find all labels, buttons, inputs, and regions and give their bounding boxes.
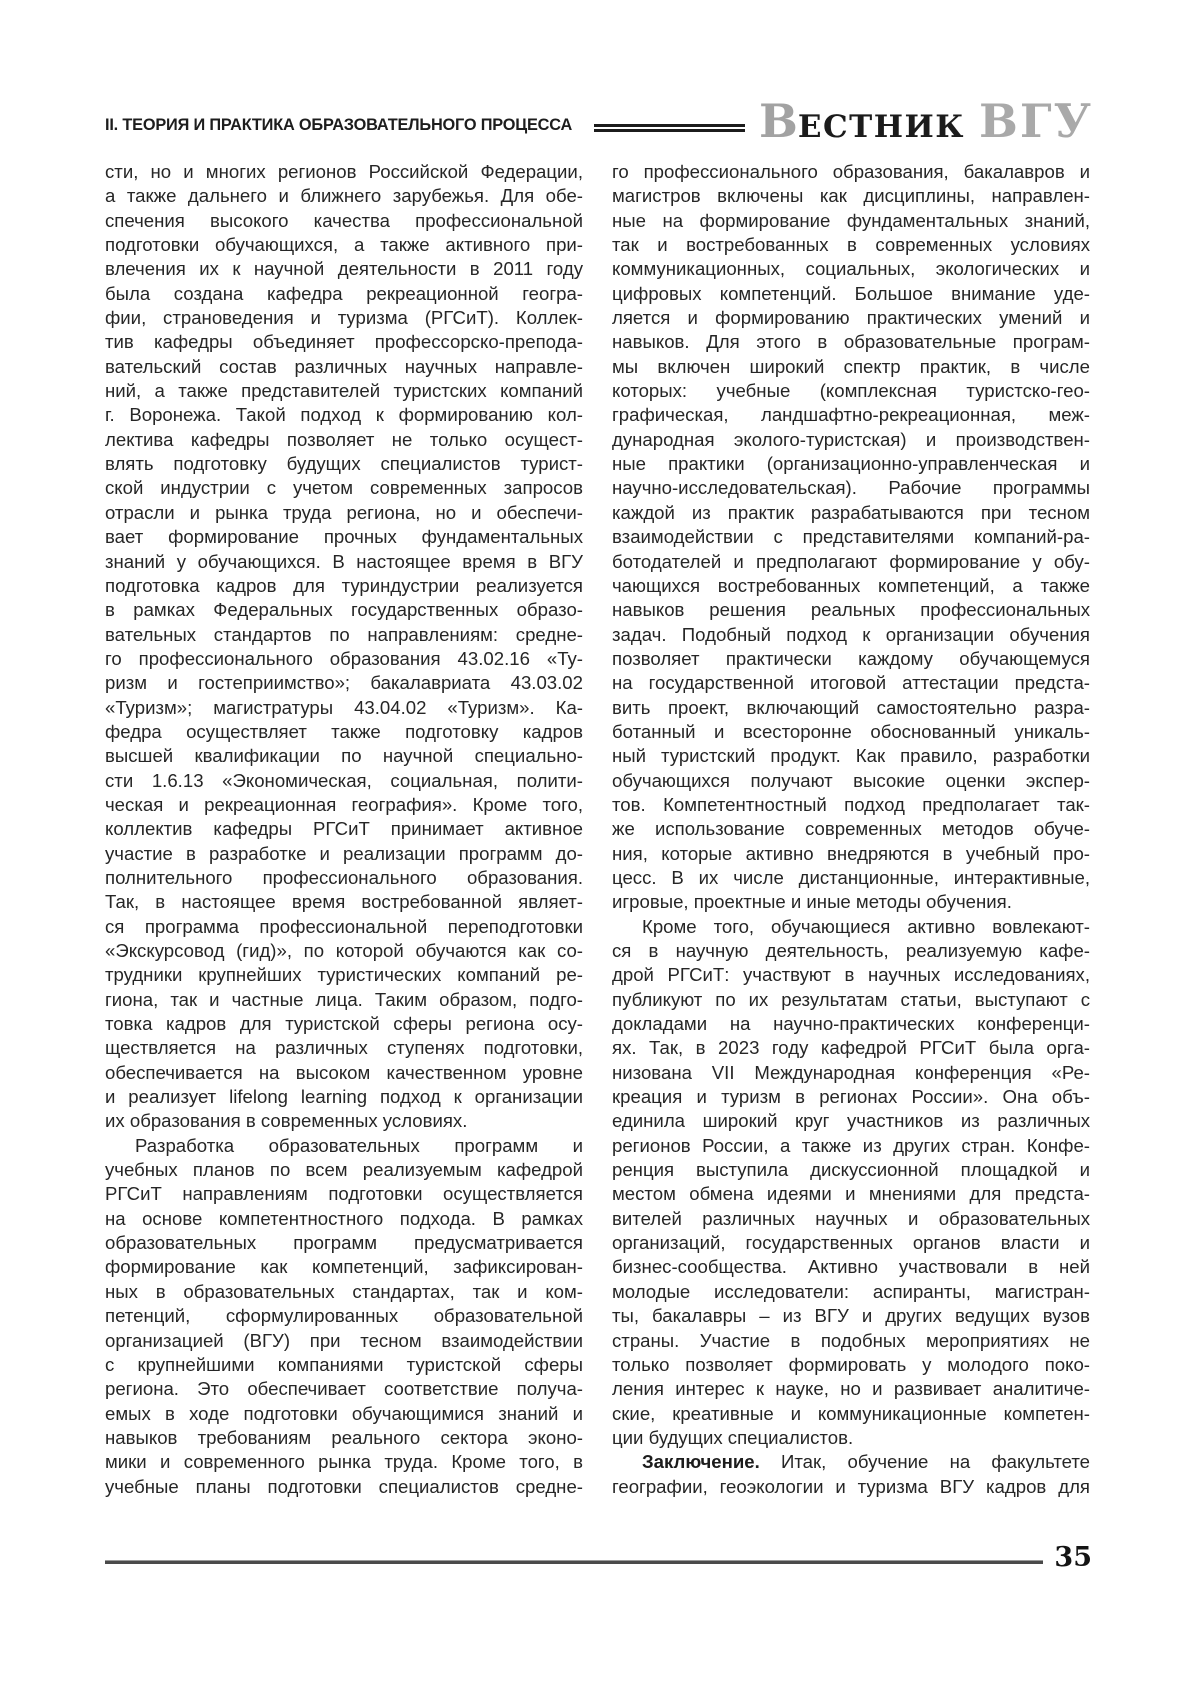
text-line: учебных планов по всем реализуемым кафедрой	[105, 1159, 583, 1181]
text-line: знаний у обучающихся. В настоящее время в ВГУ	[105, 550, 583, 572]
text-line: докладами на научно-практических конференци-	[612, 1013, 1090, 1035]
text-line: так и востребованных в современных условиях	[612, 234, 1090, 256]
text-line: го профессионального образования, бакалавров и	[612, 161, 1090, 182]
article-body	[105, 160, 1090, 1499]
text-line: графическая, ландшафтно-рекреационная, меж-	[612, 404, 1090, 426]
journal-logo-name: ЕСТНИК	[797, 109, 966, 145]
text-line: вить проект, включающий самостоятельно разра-	[612, 696, 1090, 718]
text-line: дрой РГСиТ: участвуют в научных исследованиях,	[612, 964, 1090, 986]
text-line: организацией (ВГУ) при тесном взаимодействии	[105, 1329, 583, 1351]
text-line: ты, бакалавры – из ВГУ и других ведущих вузов	[612, 1305, 1090, 1327]
text-line: ления интерес к науке, но и развивает аналитиче-	[612, 1378, 1090, 1400]
text-line: РГСиТ направлениям подготовки осуществляется	[105, 1183, 583, 1205]
header-rule-bottom-bar	[594, 129, 745, 132]
text-line: коллектив кафедры РГСиТ принимает активное	[105, 818, 583, 840]
text-line: в рамках Федеральных государственных образо-	[105, 599, 583, 621]
text-line: организаций, государственных органов власти и	[612, 1232, 1090, 1254]
text-line: ческая и рекреационная география». Кроме того,	[105, 793, 583, 815]
text-line: вителей различных научных и образовательных	[612, 1207, 1090, 1229]
text-line: обучающихся получают высокие оценки экспер-	[612, 769, 1090, 791]
text-line: а также дальнего и ближнего зарубежья. Для обе-	[105, 185, 583, 207]
text-line: страны. Участие в подобных мероприятиях не	[612, 1329, 1090, 1351]
text-line: коммуникационных, социальных, экологических и	[612, 258, 1090, 280]
text-line: участие в разработке и реализации программ до-	[105, 842, 583, 864]
text-line: подготовка кадров для туриндустрии реализуется	[105, 574, 583, 596]
text-line: Так, в настоящее время востребованной являет-	[105, 891, 583, 913]
text-line: ях. Так, в 2023 году кафедрой РГСиТ была орга-	[612, 1037, 1090, 1059]
text-line: высшей квалификации по научной специально-	[105, 745, 583, 767]
header-rule	[594, 124, 745, 132]
text-line: ный туристский продукт. Как правило, разработки	[612, 745, 1090, 767]
journal-logo-initial: В	[758, 94, 798, 148]
text-line: игровые, проектные и иные методы обучения.	[612, 891, 1012, 913]
text-line: ботодателей и предполагают формирование у обу-	[612, 550, 1090, 572]
text-line: вает формирование прочных фундаментальных	[105, 526, 583, 548]
text-line: отрасли и рынка труда региона, но и обеспечи-	[105, 501, 583, 523]
text-line: единила широкий круг участников из различных	[612, 1110, 1090, 1132]
text-line: влечения их к научной деятельности в 2011 году	[105, 258, 583, 280]
text-line: молодые исследователи: аспиранты, магистран-	[612, 1280, 1090, 1302]
text-line: задач. Подобный подход к организации обучения	[612, 623, 1090, 645]
text-line: бизнес-сообщества. Активно участвовали в ней	[612, 1256, 1090, 1278]
journal-logo	[758, 94, 1093, 148]
text-line: ных в образовательных стандартах, так и ком-	[105, 1280, 583, 1302]
text-line: ся в научную деятельность, реализуемую кафе-	[612, 940, 1090, 961]
paragraph-lead: Заключение.	[642, 1451, 760, 1473]
text-line: сти, но и многих регионов Российской Федерации,	[105, 161, 583, 182]
text-line: навыков. Для этого в образовательные програм-	[612, 331, 1090, 353]
text-line: с крупнейшими компаниями туристской сферы	[105, 1353, 583, 1375]
text-line: учебные планы подготовки специалистов средне-	[105, 1475, 583, 1497]
text-line: местом обмена идеями и мнениями для предста-	[612, 1183, 1090, 1205]
text-line: ренция выступила дискуссионной площадкой и	[612, 1159, 1090, 1181]
text-line: Кроме того, обучающиеся активно вовлекают-	[642, 915, 1090, 937]
text-line: подготовки обучающихся, а также активного при-	[105, 234, 583, 256]
text-line: влять подготовку будущих специалистов турист-	[105, 453, 583, 475]
text-line: публикуют по их результатам статьи, выступают с	[612, 988, 1090, 1010]
left-column	[105, 160, 583, 1499]
text-line: магистров включены как дисциплины, направлен-	[612, 185, 1090, 207]
text-line: «Туризм»; магистратуры 43.04.02 «Туризм». Ка-	[105, 696, 583, 718]
text-line: тив кафедры объединяет профессорско-препода-	[105, 331, 583, 353]
text-line: трудники крупнейших туристических компаний ре-	[105, 964, 583, 986]
text-line: ской индустрии с учетом современных запросов	[105, 477, 583, 499]
text-line: взаимодействии с представителями компаний-ра-	[612, 526, 1090, 548]
text-line: их образования в современных условиях.	[105, 1110, 468, 1132]
text-line: ний, а также представителей туристских компаний	[105, 380, 583, 402]
text-line: мы включен широкий спектр практик, в числе	[612, 355, 1090, 377]
text-line: ные на формирование фундаментальных знаний,	[612, 209, 1090, 231]
text-line: низована VII Международная конференция «Ре-	[612, 1061, 1090, 1083]
text-line: ции будущих специалистов.	[612, 1426, 854, 1448]
text-line: мики и современного рынка труда. Кроме того, в	[105, 1451, 583, 1473]
text-line: ся программа профессиональной переподготовки	[105, 915, 583, 937]
text-line: товка кадров для туристской сферы региона осу-	[105, 1013, 583, 1035]
text-line: «Экскурсовод (гид)», по которой обучаются как со-	[105, 940, 583, 961]
text-line: Разработка образовательных программ и	[135, 1134, 583, 1156]
text-line: фии, страноведения и туризма (РГСиТ). Коллек-	[105, 307, 583, 329]
text-line: формирование как компетенций, зафиксирован-	[105, 1256, 583, 1278]
text-line: ляется и формированию практических умений и	[612, 307, 1090, 329]
text-line: обеспечивается на высоком качественном уровне	[105, 1061, 583, 1083]
text-line: гиона, так и частные лица. Таким образом, подго-	[105, 988, 583, 1010]
text-line: петенций, сформулированных образовательной	[105, 1305, 583, 1327]
text-line: на государственной итоговой аттестации предста-	[612, 672, 1090, 694]
text-line: ния, которые активно внедряются в учебный про-	[612, 842, 1090, 864]
text-line: ские, креативные и коммуникационные компетен-	[612, 1402, 1090, 1424]
text-line: научно-исследовательская). Рабочие программы	[612, 477, 1090, 499]
text-line: только позволяет формировать у молодого поко-	[612, 1353, 1090, 1375]
text-line: на основе компетентностного подхода. В рамках	[105, 1207, 583, 1229]
text-line: сти 1.6.13 «Экономическая, социальная, полити-	[105, 769, 583, 791]
page-header	[105, 96, 1093, 146]
text-line: ществляется на различных ступенях подготовки,	[105, 1037, 583, 1059]
text-line: дународная эколого-туристская) и производствен-	[612, 428, 1090, 450]
text-line: Заключение. Итак, обучение на факультете	[642, 1451, 1090, 1473]
text-line: вательных стандартов по направлениям: средне-	[105, 623, 583, 645]
text-line: спечения высокого качества профессиональной	[105, 209, 583, 231]
text-line: чающихся востребованных компетенций, а также	[612, 574, 1090, 596]
text-line: лектива кафедры позволяет не только осущест-	[105, 428, 583, 450]
text-line: навыков требованиям реального сектора эконо-	[105, 1426, 583, 1448]
journal-logo-abbr: ВГУ	[979, 94, 1093, 148]
right-column	[612, 160, 1090, 1499]
text-line: креация и туризм в регионах России». Она объ-	[612, 1086, 1090, 1108]
text-line: го профессионального образования 43.02.16 «Ту-	[105, 647, 583, 669]
text-line: ные практики (организационно-управленческая и	[612, 453, 1090, 475]
text-line: федра осуществляет также подготовку кадров	[105, 720, 583, 742]
text-line: ботанный и всесторонне обоснованный уникаль-	[612, 720, 1090, 742]
section-title: II. ТЕОРИЯ И ПРАКТИКА ОБРАЗОВАТЕЛЬНОГО ПРОЦЕССА	[105, 115, 573, 134]
text-line: позволяет практически каждому обучающемуся	[612, 647, 1090, 669]
text-line: географии, геоэкологии и туризма ВГУ кадров для	[612, 1475, 1090, 1497]
text-line: региона. Это обеспечивает соответствие получа-	[105, 1378, 583, 1400]
text-line: которых: учебные (комплексная туристско-гео-	[612, 380, 1090, 402]
text-line: ризм и гостеприимство»; бакалавриата 43.03.02	[105, 672, 583, 694]
header-rule-top-bar	[594, 124, 745, 127]
text-line: цифровых компетенций. Большое внимание уде-	[612, 282, 1090, 304]
text-line: регионов России, а также из других стран. Конфе-	[612, 1134, 1090, 1156]
text-line: полнительного профессионального образования.	[105, 866, 583, 888]
page-number: 35	[1054, 1542, 1092, 1573]
footer-rule	[105, 1561, 1043, 1564]
text-line: вательский состав различных научных направле-	[105, 355, 583, 377]
text-line: же использование современных методов обуче-	[612, 818, 1090, 840]
text-line: тов. Компетентностный подход предполагает так-	[612, 793, 1090, 815]
text-line: образовательных программ предусматривается	[105, 1232, 583, 1254]
text-line: г. Воронежа. Такой подход к формированию кол-	[105, 404, 583, 426]
text-line: и реализует lifelong learning подход к организации	[105, 1086, 583, 1108]
text-line: емых в ходе подготовки обучающимися знаний и	[105, 1402, 583, 1424]
text-line: цесс. В их числе дистанционные, интерактивные,	[612, 866, 1090, 888]
text-line: была создана кафедра рекреационной геогра-	[105, 282, 583, 304]
text-line: каждой из практик разрабатываются при тесном	[612, 501, 1090, 523]
text-line: навыков решения реальных профессиональных	[612, 599, 1090, 621]
